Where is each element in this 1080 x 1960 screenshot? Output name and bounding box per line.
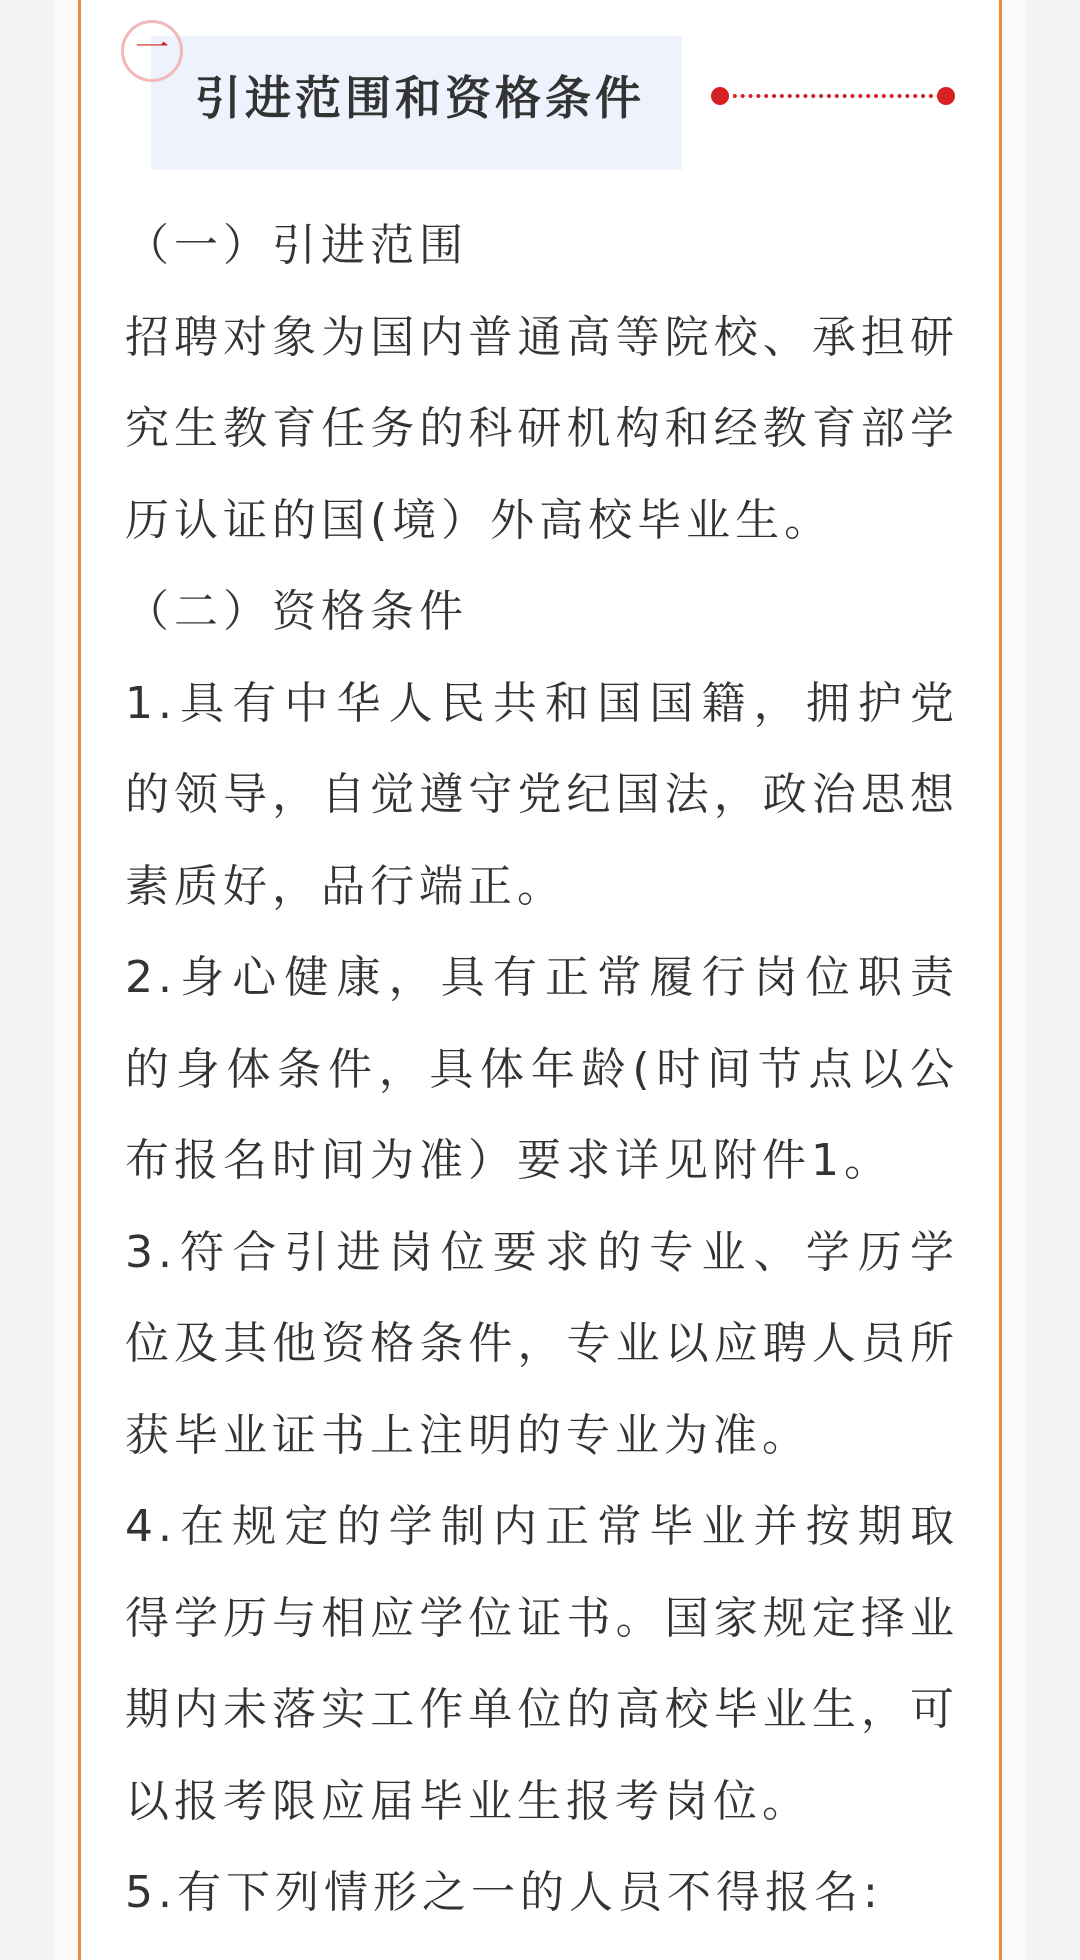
- paragraph-item-5: 5.有下列情形之一的人员不得报名:: [125, 1867, 883, 1918]
- subheading-scope: （一）引进范围: [125, 220, 468, 271]
- paragraph-item-1: 1.具有中华人民共和国国籍，拥护党的领导，自觉遵守党纪国法，政治思想素质好，品行端正。: [125, 677, 959, 912]
- article-frame: [78, 0, 1002, 1960]
- section-title: 引进范围和资格条件: [195, 71, 645, 125]
- paragraph-scope: 招聘对象为国内普通高等院校、承担研究生教育任务的科研机构和经教育部学历认证的国(境）外高校毕业生。: [125, 311, 959, 546]
- section-number-badge: 一: [121, 20, 183, 82]
- paragraph-item-2: 2.身心健康，具有正常履行岗位职责的身体条件，具体年龄(时间节点以公布报名时间为准）要求详见附件1。: [125, 952, 959, 1186]
- paragraph-item-4: 4.在规定的学制内正常毕业并按期取得学历与相应学位证书。国家规定择业期内未落实工作单位的高校毕业生，可以报考限应届毕业生报考岗位。: [125, 1501, 959, 1827]
- article-body: [125, 200, 959, 1939]
- dotted-divider: [711, 87, 955, 105]
- paragraph-item-3: 3.符合引进岗位要求的专业、学历学位及其他资格条件，专业以应聘人员所获毕业证书上注明的专业为准。: [125, 1226, 959, 1461]
- subheading-qualifications: （二）资格条件: [125, 586, 468, 637]
- divider-dotted-line: [725, 94, 941, 98]
- divider-dot-right: [937, 87, 955, 105]
